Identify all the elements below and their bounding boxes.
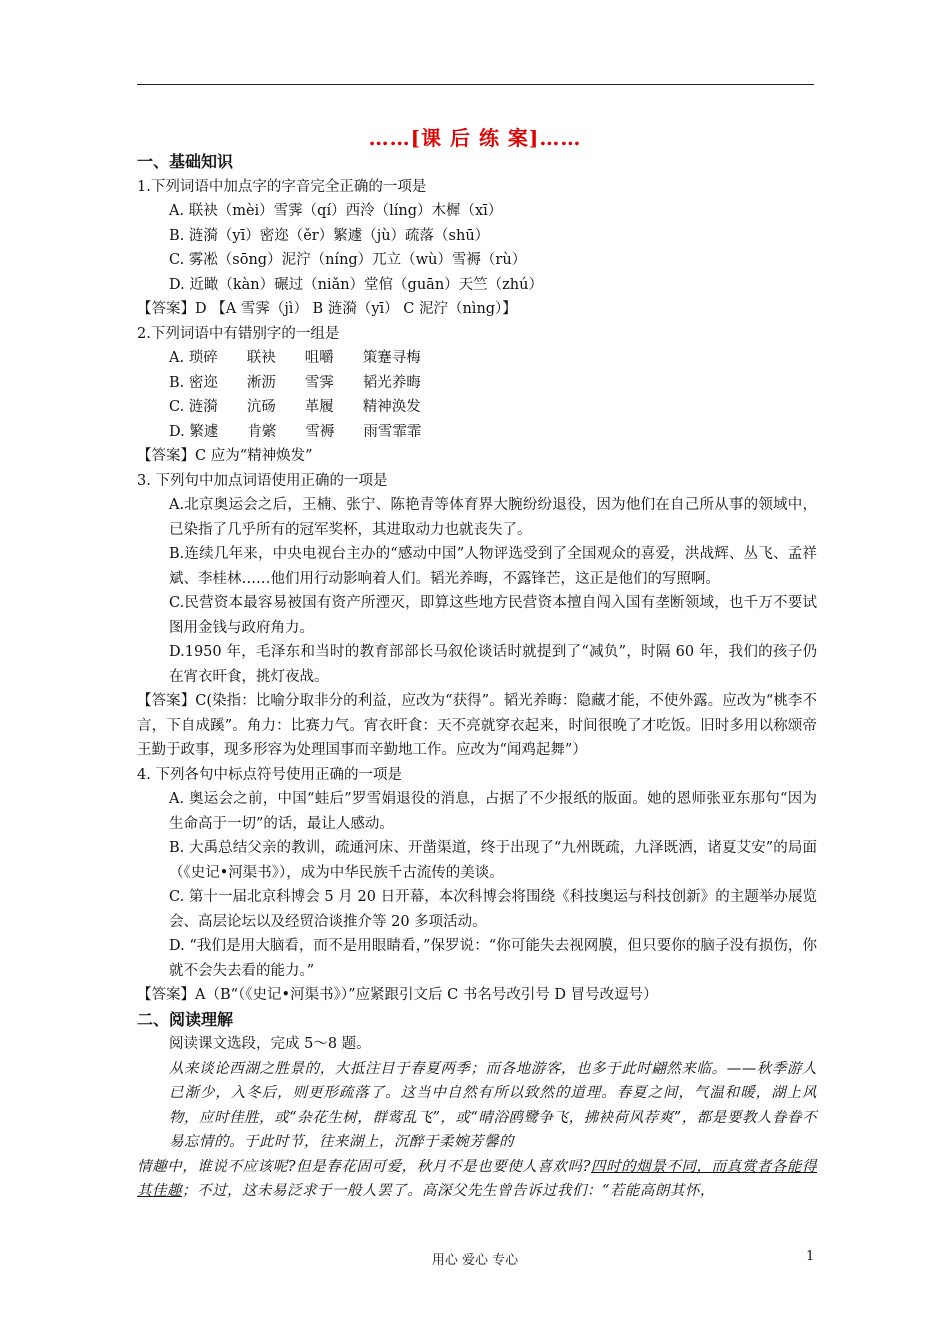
- option: D. “我们是用大脑看，而不是用眼睛看，”保罗说：“你可能失去视网膜，但只要你的脑子没有损伤，你就不会失去看的能力。”: [169, 938, 817, 979]
- page-number: 1: [806, 1249, 815, 1264]
- option: A. 奥运会之前，中国“蛙后”罗雪娟退役的消息，占据了不少报纸的版面。她的恩师张亚东那句“因为生命高于一切”的话，最让人感动。: [169, 791, 817, 832]
- option: A. 琐碎 联袂 咀嚼 策蹇寻梅: [169, 350, 421, 366]
- question-4: 4. 下列各句中标点符号使用正确的一项是: [137, 766, 402, 783]
- option: C. 涟漪 沆砀 革履 精神涣发: [169, 399, 421, 415]
- option: C. 雾凇（sōng）泥泞（níng）兀立（wù）雪褥（rù）: [169, 252, 527, 268]
- section-heading: 一、基础知识: [137, 152, 234, 171]
- underlined-sentence: 四时的烟景不同，而真赏者各能得其佳趣: [137, 1158, 818, 1199]
- option: B. 涟漪（yī）密迩（ěr）繁遽（jù）疏落（shū）: [169, 227, 490, 244]
- option: D.1950 年，毛泽东和当时的教育部部长马叙伦谈话时就提到了“减负”，时隔 60 年，我们的孩子仍在宵衣旰食，挑灯夜战。: [169, 644, 817, 685]
- section-heading: 二、阅读理解: [137, 1009, 234, 1029]
- option: A. 联袂（mèi）雪霁（qí）西泠（líng）木樨（xī）: [169, 203, 503, 219]
- header-rule: [137, 84, 814, 85]
- answer-4: 【答案】A（B“（《史记•河渠书》）”应紧跟引文后 C 书名号改引号 D 冒号改逗号）: [137, 987, 658, 1003]
- reading-instruction: 阅读课文选段，完成 5～8 题。: [169, 1036, 371, 1052]
- option: D. 繁遽 肯綮 雪褥 雨雪霏霏: [169, 423, 422, 440]
- passage-text: 情趣中，谁说不应该呢?但是春花固可爱，秋月不是也要使人喜欢吗?: [137, 1158, 591, 1175]
- answer-3: 【答案】C(染指：比喻分取非分的利益，应改为“获得”。韬光养晦：隐藏才能，不使外露。应改为“桃李不言，下自成蹊”。角力：比赛力气。宵衣旰食：天不亮就穿衣起来，时间很晚了才吃饭。旧时多用以称颂帝王勤于政事，现多形容为处理国事而辛勤地工作。应改为“闻鸡起舞”）: [137, 693, 817, 758]
- question-2: 2.下列词语中有错别字的一组是: [137, 325, 340, 342]
- option: B. 大禹总结父亲的教训，疏通河床、开凿渠道，终于出现了“九州既疏，九泽既洒，诸夏艾安”的局面（《史记•河渠书》），成为中华民族千古流传的美谈。: [169, 840, 817, 881]
- reading-passage: 从来谈论西湖之胜景的，大抵注目于春夏两季；而各地游客，也多于此时翩然来临。——秋季游人已渐少，入冬后，则更形疏落了。这当中自然有所以致然的道理。春夏之间，气温和暖，湖上风物，应时佳胜，或“杂花生树，群莺乱飞”，或“晴浴鸥鹭争飞，拂袂荷风荐爽”，都是要教人眷眷不易忘情的。于此时节，往来湖上，沉醉于柔婉芳馨的: [169, 1060, 817, 1150]
- question-1: 1.下列词语中加点字的字音完全正确的一项是: [137, 178, 427, 195]
- question-3: 3. 下列句中加点词语使用正确的一项是: [137, 472, 388, 489]
- answer-2: 【答案】C 应为“精神焕发”: [137, 448, 313, 464]
- option: C.民营资本最容易被国有资产所湮灭，即算这些地方民营资本擅自闯入国有垄断领域，也千万不要试图用金钱与政府角力。: [169, 595, 817, 636]
- option: C. 第十一届北京科博会 5 月 20 日开幕，本次科博会将围绕《科技奥运与科技创新》的主题举办展览会、高层论坛以及经贸洽谈推介等 20 多项活动。: [169, 889, 817, 930]
- passage-text: ；不过，这未易泛求于一般人罢了。高深父先生曾告诉过我们：“若能高朗其怀，: [182, 1183, 715, 1199]
- option: B.连续几年来，中央电视台主办的“感动中国”人物评选受到了全国观众的喜爱，洪战辉、丛飞、孟祥斌、李桂林……他们用行动影响着人们。韬光养晦，不露锋芒，这正是他们的写照啊。: [169, 546, 817, 587]
- option: A.北京奥运会之后，王楠、张宁、陈艳青等体育界大腕纷纷退役，因为他们在自己所从事的领域中，已染指了几乎所有的冠军奖杯，其进取动力也就丧失了。: [169, 497, 817, 538]
- option: B. 密迩 淅沥 雪霁 韬光养晦: [169, 374, 421, 391]
- document-body: [137, 150, 817, 1204]
- answer-1: 【答案】D 【A 雪霁（jì） B 涟漪（yī） C 泥泞（nìng）】: [137, 301, 517, 317]
- page-title: ……[课 后 练 案]……: [368, 126, 582, 150]
- page-footer: 用心 爱心 专心: [431, 1253, 519, 1268]
- option: D. 近瞰（kàn）碾过（niǎn）堂倌（guān）天竺（zhú）: [169, 276, 543, 293]
- reading-passage-continued: [137, 1155, 817, 1204]
